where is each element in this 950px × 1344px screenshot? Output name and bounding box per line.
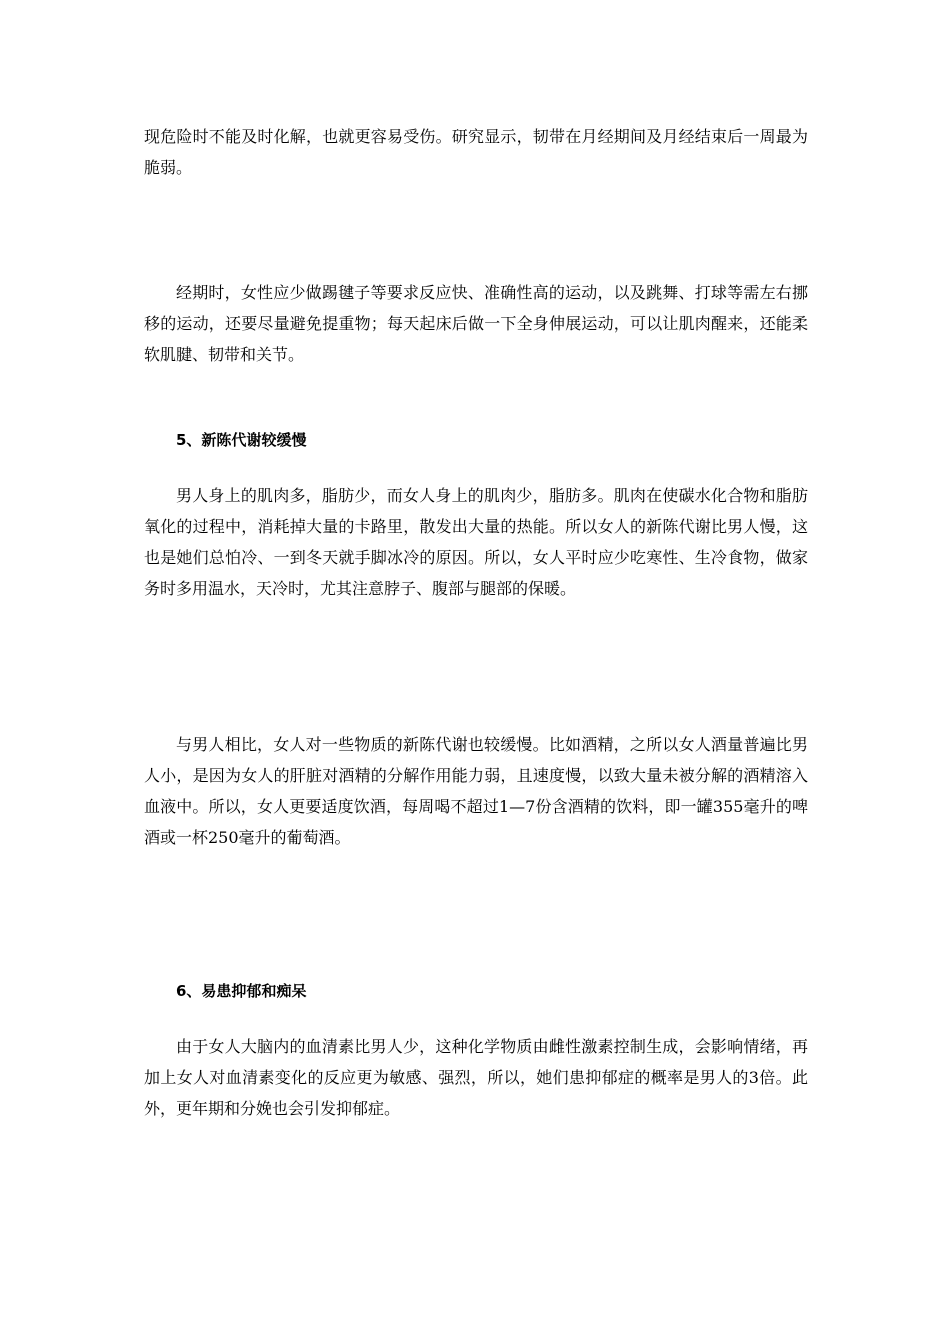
section-heading-depression: 6、易患抑郁和痴呆 xyxy=(176,982,307,1000)
paragraph-serotonin-depression: 由于女人大脑内的血清素比男人少，这种化学物质由雌性激素控制生成，会影响情绪，再加上女人对血清素变化的反应更为敏感、强烈，所以，她们患抑郁症的概率是男人的3倍。此外，更年期和分娩也会引发抑郁症。 xyxy=(144,1037,808,1118)
paragraph-period-exercise-advice: 经期时，女性应少做踢毽子等要求反应快、准确性高的运动，以及跳舞、打球等需左右挪移的运动，还要尽量避免提重物；每天起床后做一下全身伸展运动，可以让肌肉醒来，还能柔软肌腱、韧带和关节。 xyxy=(144,283,808,364)
section-heading-metabolism: 5、新陈代谢较缓慢 xyxy=(176,431,307,449)
paragraph-ligament-fragility: 现危险时不能及时化解，也就更容易受伤。研究显示，韧带在月经期间及月经结束后一周最为脆弱。 xyxy=(144,127,808,177)
paragraph-alcohol-metabolism: 与男人相比，女人对一些物质的新陈代谢也较缓慢。比如酒精，之所以女人酒量普遍比男人小，是因为女人的肝脏对酒精的分解作用能力弱，且速度慢，以致大量未被分解的酒精溶入血液中。所以，女人更要适度饮酒，每周喝不超过1—7份含酒精的饮料，即一罐355毫升的啤酒或一杯250毫升的葡萄酒。 xyxy=(144,735,808,847)
paragraph-muscle-fat-metabolism: 男人身上的肌肉多，脂肪少，而女人身上的肌肉少，脂肪多。肌肉在使碳水化合物和脂肪氧化的过程中，消耗掉大量的卡路里，散发出大量的热能。所以女人的新陈代谢比男人慢，这也是她们总怕冷、一到冬天就手脚冰冷的原因。所以，女人平时应少吃寒性、生冷食物，做家务时多用温水，天冷时，尤其注意脖子、腹部与腿部的保暖。 xyxy=(144,486,808,598)
